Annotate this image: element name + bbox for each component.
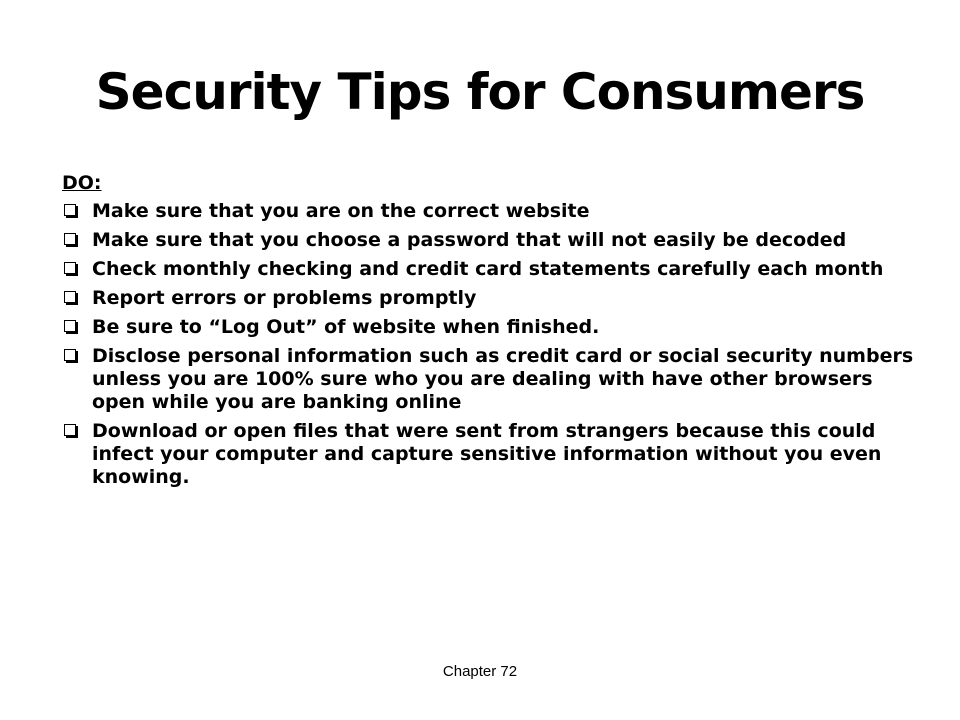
tips-list <box>62 200 922 489</box>
slide-title: Security Tips for Consumers <box>95 63 865 121</box>
slide-content <box>62 170 922 495</box>
tip-item <box>62 420 922 489</box>
section-heading-do: DO: <box>62 172 102 194</box>
tip-item <box>62 345 922 414</box>
tip-text: Be sure to “Log Out” of website when finished. <box>92 316 600 338</box>
slide-footer: Chapter 72 <box>442 663 518 680</box>
tip-item <box>62 316 922 339</box>
tip-item <box>62 200 922 223</box>
tip-item <box>62 229 922 252</box>
square-bullet-icon <box>64 424 76 436</box>
tip-text: Download or open files that were sent from strangers because this could infect your computer and capture sensitive information without you even knowing. <box>92 420 882 488</box>
tip-item <box>62 287 922 310</box>
square-bullet-icon <box>64 262 76 274</box>
tip-item <box>62 258 922 281</box>
tip-text: Make sure that you choose a password that will not easily be decoded <box>92 229 847 251</box>
square-bullet-icon <box>64 349 76 361</box>
square-bullet-icon <box>64 233 76 245</box>
tip-text: Disclose personal information such as credit card or social security numbers unless you are 100% sure who you are dealing with have other browsers open while you are banking online <box>92 345 914 413</box>
tip-text: Make sure that you are on the correct website <box>92 200 590 222</box>
square-bullet-icon <box>64 291 76 303</box>
square-bullet-icon <box>64 320 76 332</box>
square-bullet-icon <box>64 204 76 216</box>
tip-text: Check monthly checking and credit card statements carefully each month <box>92 258 884 280</box>
tip-text: Report errors or problems promptly <box>92 287 477 309</box>
